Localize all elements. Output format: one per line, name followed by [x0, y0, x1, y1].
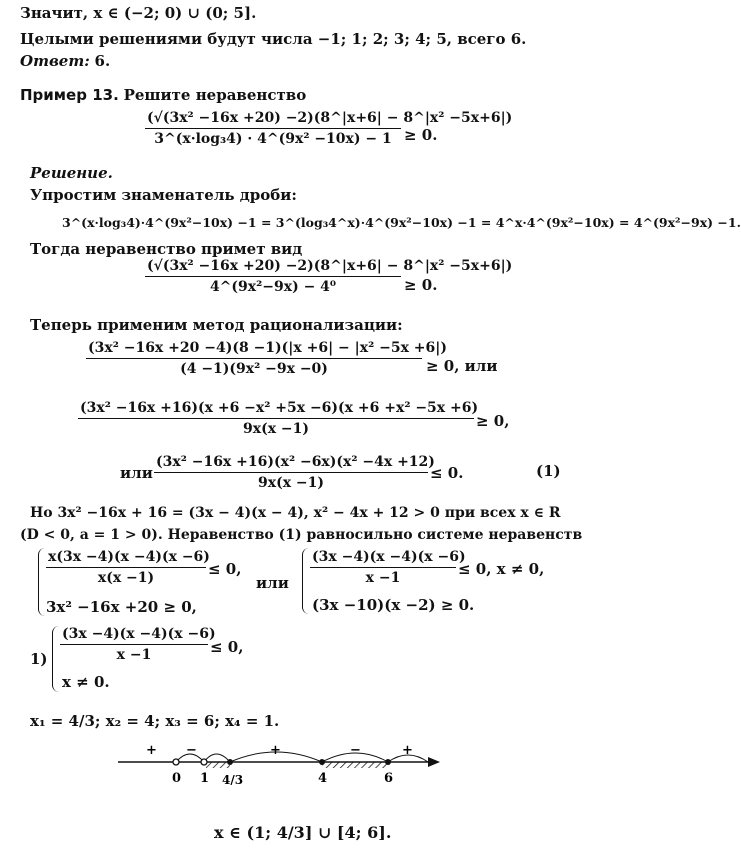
roots-text: x₁ = 4/3; x₂ = 4; x₃ = 6; x₄ = 1. — [30, 712, 280, 730]
case-1-label: 1) — [30, 650, 48, 668]
system-1-line-2: 3x² −16x +20 ≥ 0, — [46, 598, 197, 616]
answer-label: Ответ: — [20, 52, 90, 70]
sign-3: + — [270, 743, 281, 758]
formula-4-denominator: 9x(x −1) — [242, 421, 310, 437]
but-text: Но 3x² −16x + 16 = (3x − 4)(x − 4), x² − 4x + 12 > 0 при всех x ∈ R — [30, 505, 561, 521]
answer-value: 6. — [94, 52, 111, 70]
system-3-denominator: x −1 — [116, 647, 152, 663]
solution-label: Решение. — [30, 164, 113, 182]
text-line-1: Значит, x ∈ (−2; 0) ∪ (0; 5]. — [20, 4, 257, 22]
simplify-equation: 3^(x·log₃4)·4^(9x²−10x) −1 = 3^(log₃4^x)·4^(9x²−10x) −1 = 4^x·4^(9x²−10x) = 4^(9x²−9x) −1. — [62, 215, 741, 230]
formula-3-relation: ≥ 0, или — [426, 357, 498, 375]
formula-2-numerator: (√(3x² −16x +20) −2)(8^|x+6| − 8^|x² −5x+6|) — [147, 258, 513, 274]
system-2-denominator: x −1 — [365, 570, 401, 586]
formula-5-relation: ≤ 0. — [430, 464, 464, 482]
equiv-text: (D < 0, a = 1 > 0). Неравенство (1) равносильно системе неравенств — [20, 527, 583, 543]
system-1-numerator: x(3x −4)(x −4)(x −6) — [48, 549, 210, 565]
system-3-numerator: (3x −4)(x −4)(x −6) — [62, 626, 216, 642]
formula-5-denominator: 9x(x −1) — [257, 475, 325, 491]
formula-5-tag: (1) — [536, 462, 561, 480]
formula-2 — [145, 258, 513, 295]
system-3-relation: ≤ 0, — [210, 638, 244, 656]
point-1 — [201, 759, 207, 765]
sign-2: − — [186, 743, 197, 758]
system-2-line-2: (3x −10)(x −2) ≥ 0. — [312, 596, 475, 614]
formula-2-relation: ≥ 0. — [404, 276, 438, 294]
formula-1 — [145, 110, 513, 147]
then-text: Тогда неравенство примет вид — [30, 240, 303, 258]
formula-3-denominator: (4 −1)(9x² −9x −0) — [180, 361, 328, 377]
system-1-brace — [38, 548, 45, 616]
now-text: Теперь применим метод рационализации: — [30, 316, 403, 334]
formula-5-prefix: или — [120, 464, 153, 482]
point-4-3 — [227, 759, 233, 765]
arc-1-43 — [204, 754, 230, 762]
simplify-text: Упростим знаменатель дроби: — [30, 186, 297, 204]
label-0: 0 — [172, 771, 182, 786]
system-3-fraction — [60, 626, 216, 663]
formula-1-denominator: 3^(x·log₃4) · 4^(9x² −10x) − 1 — [154, 131, 392, 147]
sign-4: − — [350, 743, 361, 758]
formula-4-numerator: (3x² −16x +16)(x +6 −x² +5x −6)(x +6 +x² −5x +6) — [80, 400, 479, 416]
label-6: 6 — [384, 771, 394, 786]
formula-5-numerator: (3x² −16x +16)(x² −6x)(x² −4x +12) — [156, 454, 435, 470]
system-2-relation: ≤ 0, x ≠ 0, — [458, 560, 545, 578]
system-1-relation: ≤ 0, — [208, 560, 242, 578]
formula-1-relation: ≥ 0. — [404, 126, 438, 144]
system-1-denominator: x(x −1) — [97, 570, 155, 586]
formula-5 — [154, 454, 435, 491]
label-4: 4 — [318, 771, 328, 786]
example-heading — [20, 86, 306, 104]
number-line — [0, 740, 578, 820]
hatch-4-6 — [322, 762, 388, 768]
answer-line — [20, 52, 110, 70]
example-text: Решите неравенство — [123, 86, 307, 104]
formula-4 — [78, 400, 479, 437]
label-4-3: 4/3 — [222, 773, 244, 787]
formula-4-relation: ≥ 0, — [476, 412, 510, 430]
point-0 — [173, 759, 179, 765]
hatch-1-43 — [206, 762, 230, 768]
sign-1: + — [146, 743, 157, 758]
point-4 — [319, 759, 325, 765]
example-label: Пример 13. — [20, 86, 119, 104]
formula-2-denominator: 4^(9x²−9x) − 4⁰ — [209, 279, 337, 295]
or-text: или — [256, 574, 289, 592]
system-3-brace — [52, 626, 59, 692]
point-6 — [385, 759, 391, 765]
system-2-fraction — [310, 549, 466, 586]
system-2-numerator: (3x −4)(x −4)(x −6) — [312, 549, 466, 565]
system-1-fraction — [46, 549, 210, 586]
sign-5: + — [402, 743, 413, 758]
system-3-line-2: x ≠ 0. — [62, 673, 110, 691]
formula-3-numerator: (3x² −16x +20 −4)(8 −1)(|x +6| − |x² −5x +6|) — [88, 340, 447, 356]
system-2-brace — [302, 548, 309, 614]
final-answer: x ∈ (1; 4/3] ∪ [4; 6]. — [214, 823, 392, 842]
formula-1-numerator: (√(3x² −16x +20) −2)(8^|x+6| − 8^|x² −5x+6|) — [147, 110, 513, 126]
label-1: 1 — [200, 771, 210, 786]
formula-3 — [86, 340, 447, 377]
axis-arrow — [428, 757, 440, 767]
text-line-2: Целыми решениями будут числа −1; 1; 2; 3; 4; 5, всего 6. — [20, 30, 527, 48]
